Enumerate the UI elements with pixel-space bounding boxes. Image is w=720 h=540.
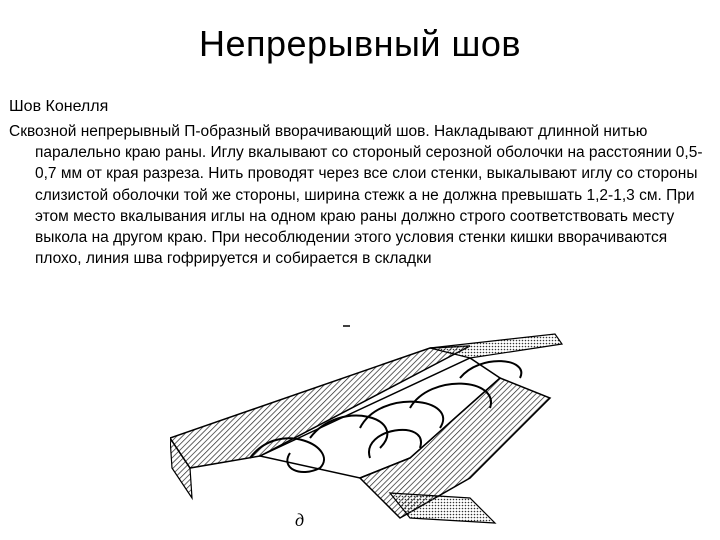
slide-title: Непрерывный шов: [199, 23, 521, 64]
figure-label: д: [295, 510, 305, 530]
slide-subtitle: Шов Конелля: [9, 98, 109, 115]
body-paragraph: Сквозной непрерывный П-образный вворачивающий шов. Накладывают длинной нитью паралельно краю раны. Иглу вкалывают со стороный серозной оболочки на расстоянии 0,5-0,7 мм от края разреза. Нить проводят через все слои стенки, выкалывают иглу со стороны слизистой оболочки той же стороны, ширина стежк а не должна превышать 1,2-1,3 см. При этом место вкалывания иглы на одном краю раны должно строго соответствовать месту выкола на другом краю. При несоблюдении этого условия стенки кишки вворачиваются плохо, линия шва гофрируется и собирается в складки: [9, 123, 703, 268]
suture-drawing: [170, 318, 720, 540]
suture-illustration: [170, 318, 720, 540]
